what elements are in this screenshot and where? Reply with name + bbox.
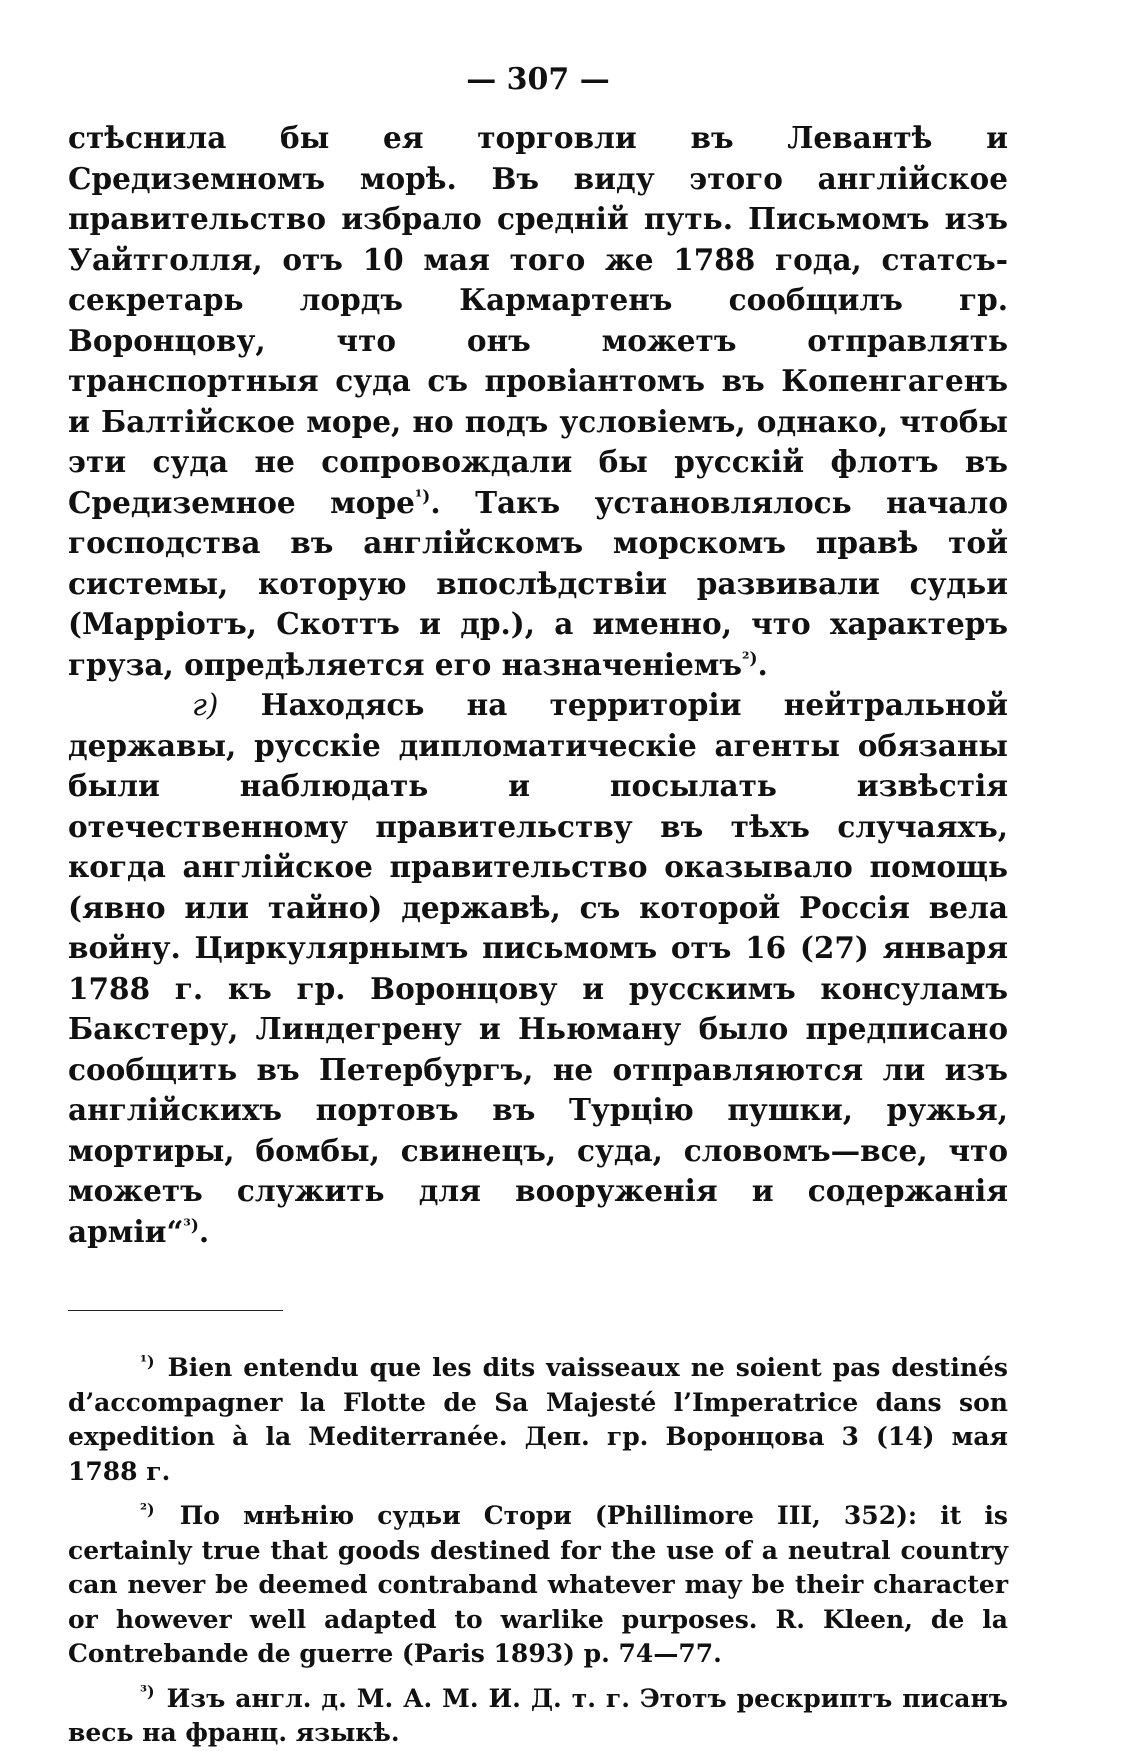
paragraph-2-part-a: Находясь на территоріи нейтральной державы, русскіе дипломатическіе агенты обязаны были наблюдать и посылать извѣстія отечественному правительству въ тѣхъ случаяхъ, когда англійское правительство оказывало помощь (явно или тайно) державѣ, съ которой Россія вела войну. Циркулярнымъ письмомъ отъ 16 (27) января 1788 г. къ гр. Воронцову и русскимъ консуламъ Бакстеру, Линдегрену и Ньюману было предписано сообщить въ Петербургъ, не отправляются ли изъ англійскихъ портовъ въ Турцію пушки, ружья, мортиры, бомбы, свинецъ, суда, словомъ—все, что можетъ служить для вооруженія и содержанія арміи“ <box>68 687 1008 1249</box>
paragraph-2-part-b: . <box>198 1213 210 1249</box>
footnote-ref-3: ³) <box>183 1215 199 1236</box>
footnote-2-mark: ²) <box>140 1499 155 1519</box>
footnote-ref-1: ¹) <box>414 486 431 507</box>
main-text <box>68 118 1008 1252</box>
footnote-1-text: Bien entendu que les dits vaisseaux ne soient pas destinés d’accompagner la Flotte de Sa Majesté l’Imperatrice dans son expedition à la Mediterranée. Деп. гр. Воронцова 3 (14) мая 1788 г. <box>68 1353 1008 1486</box>
paragraph-1-part-a: стѣснила бы ея торговли въ Левантѣ и Средиземномъ морѣ. Въ виду этого англійское правительство избрало средній путь. Письмомъ изъ Уайтголля, отъ 10 мая того же 1788 года, статсъ-секретарь лордъ Кармартенъ сообщилъ гр. Воронцову, что онъ можетъ отправлять транспортныя суда съ провіантомъ въ Копенгагенъ и Балтійское море, но подъ условіемъ, однако, чтобы эти суда не сопровождали бы русскій флотъ въ Средиземное море <box>68 120 1008 520</box>
book-page <box>68 60 1008 1747</box>
footnote-3 <box>68 1682 1008 1751</box>
footnote-2-text: По мнѣнію судьи Стори (Phillimore III, 352): it is certainly true that goods destined for the use of a neutral country can never be deemed contraband whatever may be their character or however well adapted to warlike purposes. R. Kleen, de la Contrebande de guerre (Paris 1893) p. 74—77. <box>68 1501 1008 1668</box>
page-number: — 307 — <box>466 62 610 97</box>
footnote-1 <box>68 1351 1008 1489</box>
footnote-3-text: Изъ англ. д. М. А. М. И. Д. т. г. Этотъ рескриптъ писанъ весь на франц. языкѣ. <box>68 1683 1008 1747</box>
footnotes <box>68 1351 1008 1751</box>
footnote-3-mark: ³) <box>140 1682 155 1702</box>
paragraph-2 <box>68 685 1008 1252</box>
footnote-divider <box>68 1310 283 1311</box>
section-letter: г) <box>192 688 219 722</box>
footnote-1-mark: ¹) <box>140 1351 155 1371</box>
paragraph-1-part-c: . <box>757 646 768 682</box>
footnote-2 <box>68 1499 1008 1672</box>
paragraph-1 <box>68 118 1008 685</box>
paragraph-1-part-b: . Такъ установлялось начало господства въ англійскомъ морскомъ правѣ той системы, которую впослѣдствіи развивали судьи (Марріотъ, Скоттъ и др.), а именно, что характеръ груза, опредѣляется его назначеніемъ <box>68 484 1008 682</box>
footnote-ref-2: ²) <box>742 648 758 669</box>
